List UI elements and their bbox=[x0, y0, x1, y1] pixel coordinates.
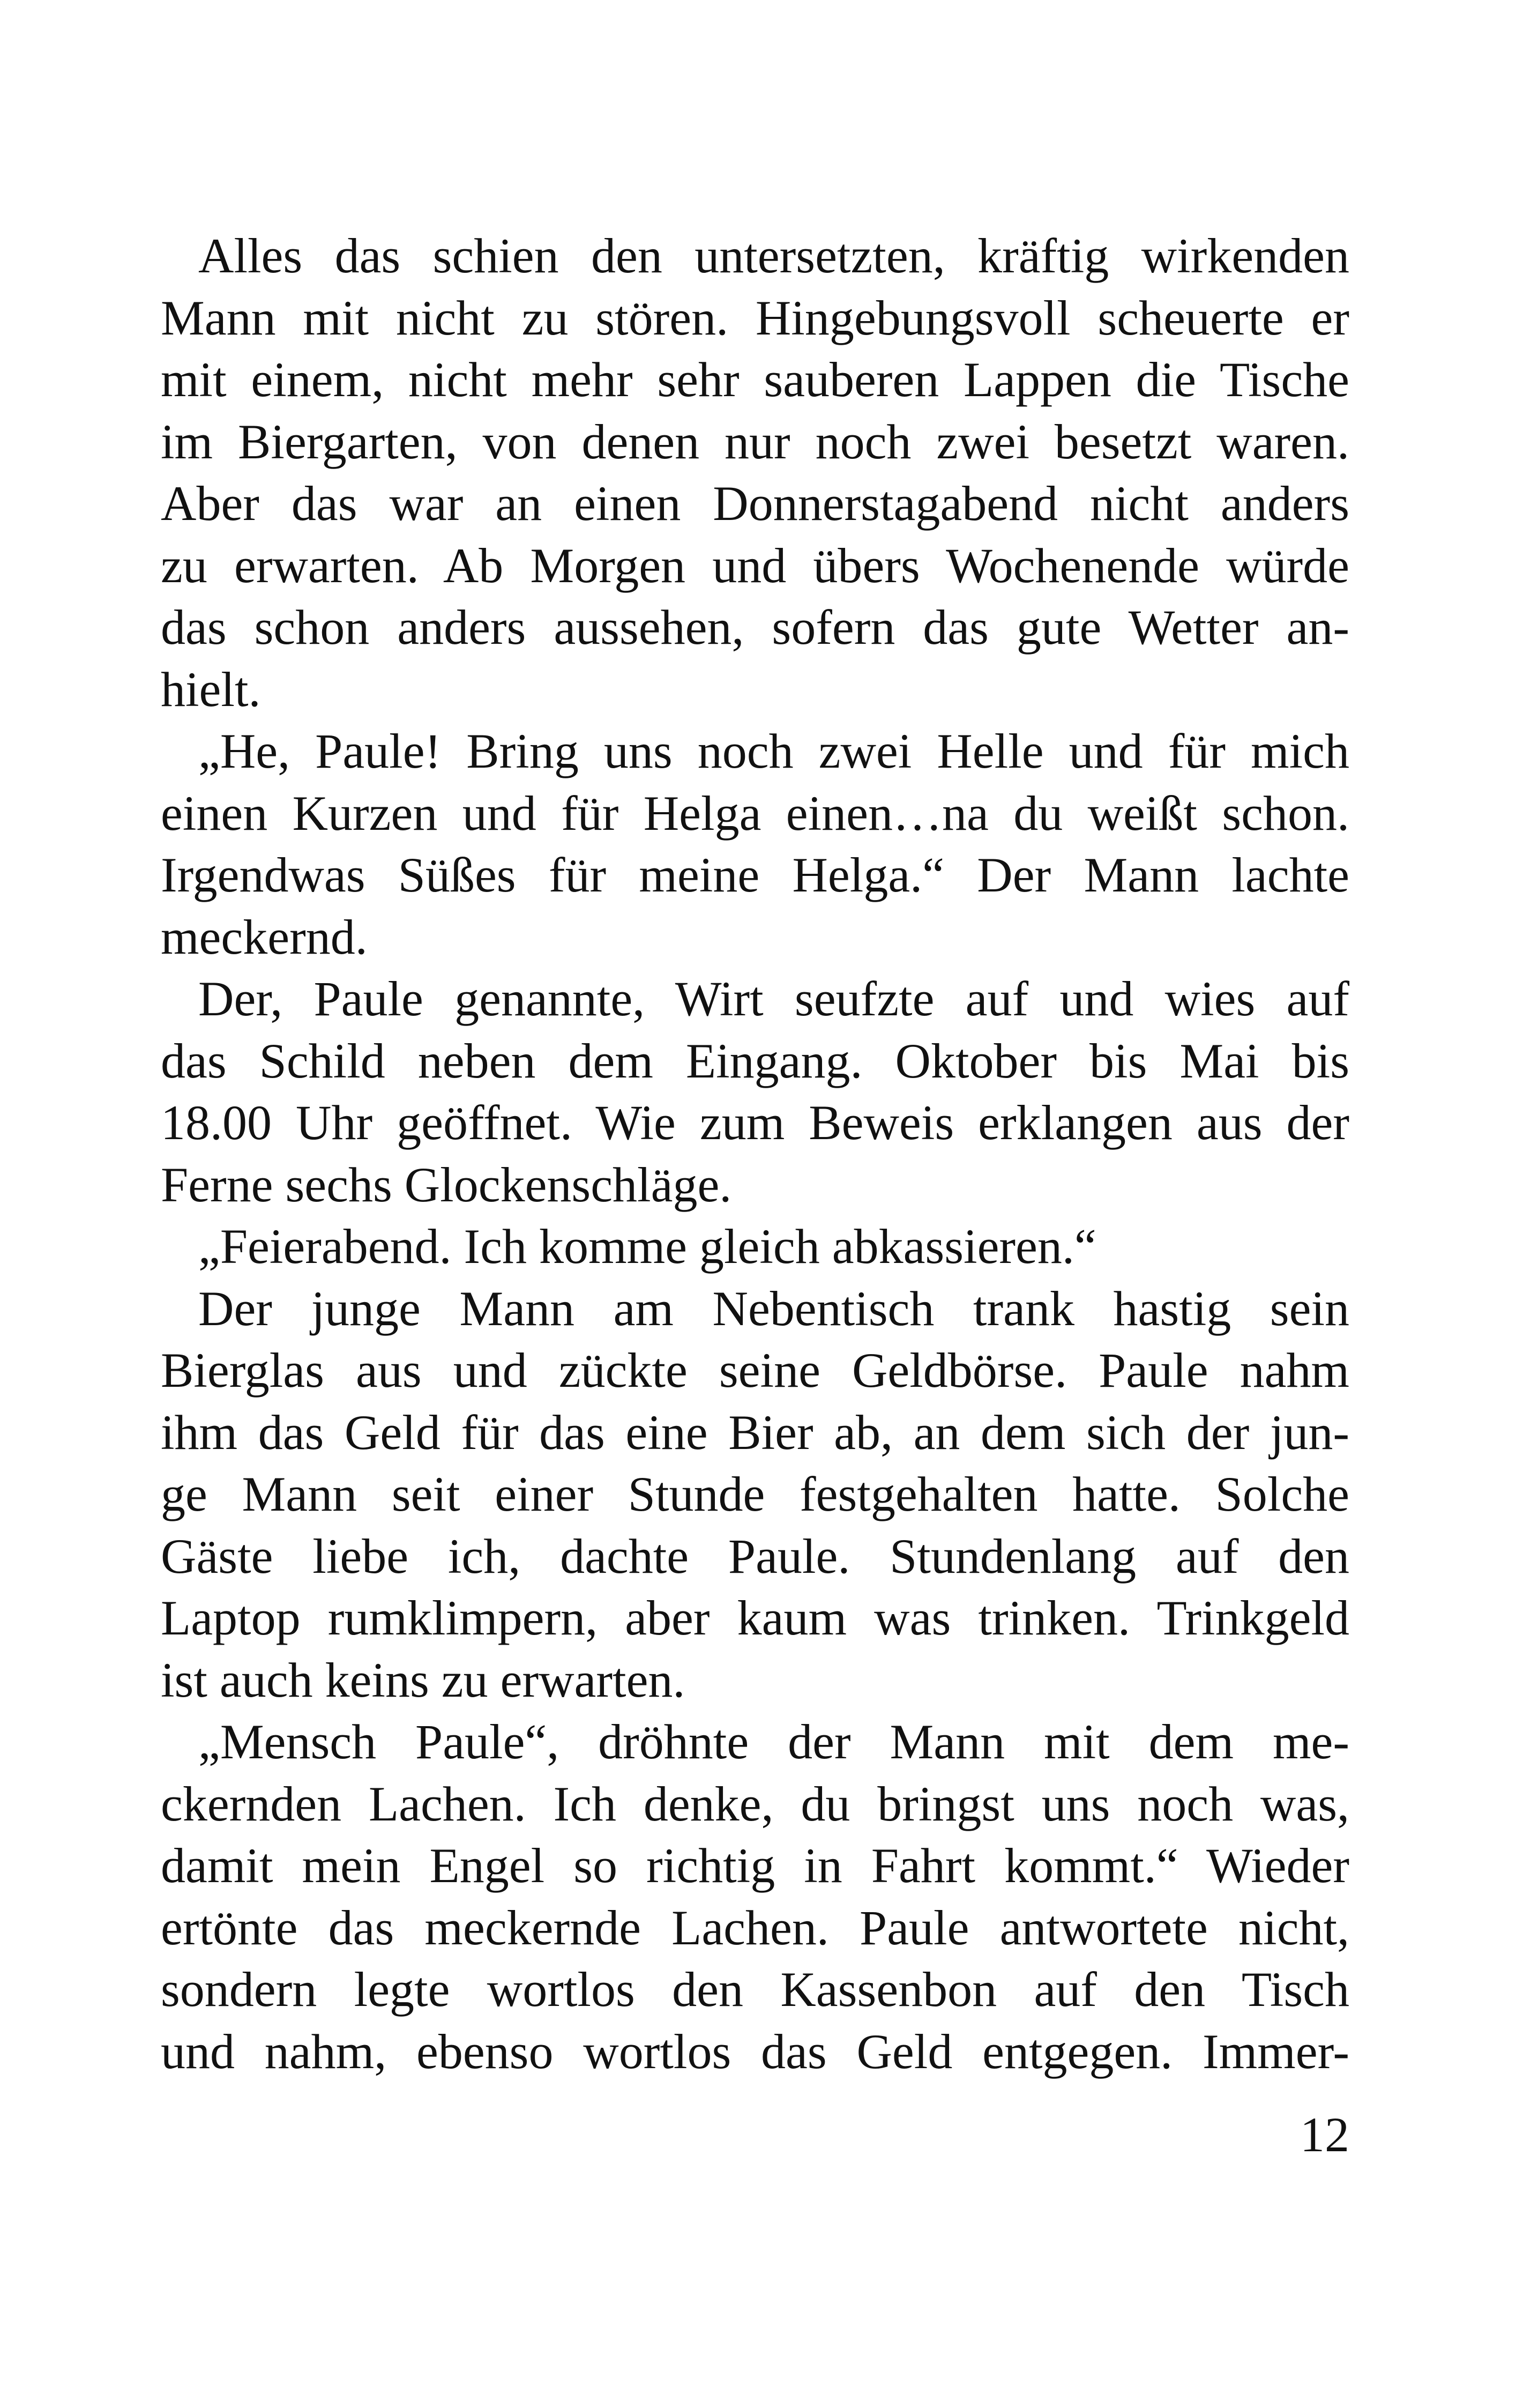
text-line: meckernd. bbox=[161, 909, 368, 964]
text-line: das Schild neben dem Eingang. Oktober bis Mai bis bbox=[161, 1033, 1349, 1088]
text-line: einen Kurzen und für Helga einen…na du weißt schon. bbox=[161, 785, 1349, 841]
text-line: im Biergarten, von denen nur noch zwei besetzt waren. bbox=[161, 414, 1349, 469]
text-line: das schon anders aussehen, sofern das gute Wetter an- bbox=[161, 600, 1349, 655]
text-line: mit einem, nicht mehr sehr sauberen Lappen die Tische bbox=[161, 352, 1349, 407]
text-line: ckernden Lachen. Ich denke, du bringst uns noch was, bbox=[161, 1776, 1349, 1831]
body-text bbox=[161, 225, 1349, 2083]
text-line: Mann mit nicht zu stören. Hingebungsvoll scheuerte er bbox=[161, 290, 1349, 345]
text-line: Gäste liebe ich, dachte Paule. Stundenlang auf den bbox=[161, 1528, 1349, 1584]
text-line: „Feierabend. Ich komme gleich abkassieren.“ bbox=[198, 1219, 1096, 1274]
text-line: „He, Paule! Bring uns noch zwei Helle und für mich bbox=[198, 724, 1349, 778]
text-line: Bierglas aus und zückte seine Geldbörse. Paule nahm bbox=[161, 1343, 1349, 1398]
text-line: Aber das war an einen Donnerstagabend nicht anders bbox=[161, 476, 1349, 531]
text-line: Der, Paule genannte, Wirt seufzte auf und wies auf bbox=[198, 971, 1349, 1026]
text-line: zu erwarten. Ab Morgen und übers Wochenende würde bbox=[161, 538, 1349, 593]
text-line: 18.00 Uhr geöffnet. Wie zum Beweis erklangen aus der bbox=[161, 1095, 1349, 1150]
page-number: 12 bbox=[1300, 2107, 1349, 2162]
text-line: und nahm, ebenso wortlos das Geld entgegen. Immer- bbox=[161, 2024, 1349, 2079]
text-line: Alles das schien den untersetzten, kräftig wirkenden bbox=[198, 228, 1349, 283]
text-line: hielt. bbox=[161, 662, 261, 717]
text-line: Der junge Mann am Nebentisch trank hastig sein bbox=[198, 1281, 1349, 1336]
text-line: sondern legte wortlos den Kassenbon auf den Tisch bbox=[161, 1962, 1349, 2017]
text-line: ertönte das meckernde Lachen. Paule antwortete nicht, bbox=[161, 1900, 1349, 1955]
text-line: Laptop rumklimpern, aber kaum was trinken. Trinkgeld bbox=[161, 1591, 1349, 1645]
text-line: damit mein Engel so richtig in Fahrt kommt.“ Wieder bbox=[161, 1838, 1349, 1893]
text-line: „Mensch Paule“, dröhnte der Mann mit dem me- bbox=[198, 1714, 1349, 1769]
text-line: Irgendwas Süßes für meine Helga.“ Der Mann lachte bbox=[161, 848, 1349, 902]
text-line: ist auch keins zu erwarten. bbox=[161, 1652, 685, 1707]
text-line: ihm das Geld für das eine Bier ab, an dem sich der jun- bbox=[161, 1404, 1349, 1460]
text-line: Ferne sechs Glockenschläge. bbox=[161, 1157, 732, 1212]
text-line: ge Mann seit einer Stunde festgehalten hatte. Solche bbox=[161, 1467, 1349, 1521]
